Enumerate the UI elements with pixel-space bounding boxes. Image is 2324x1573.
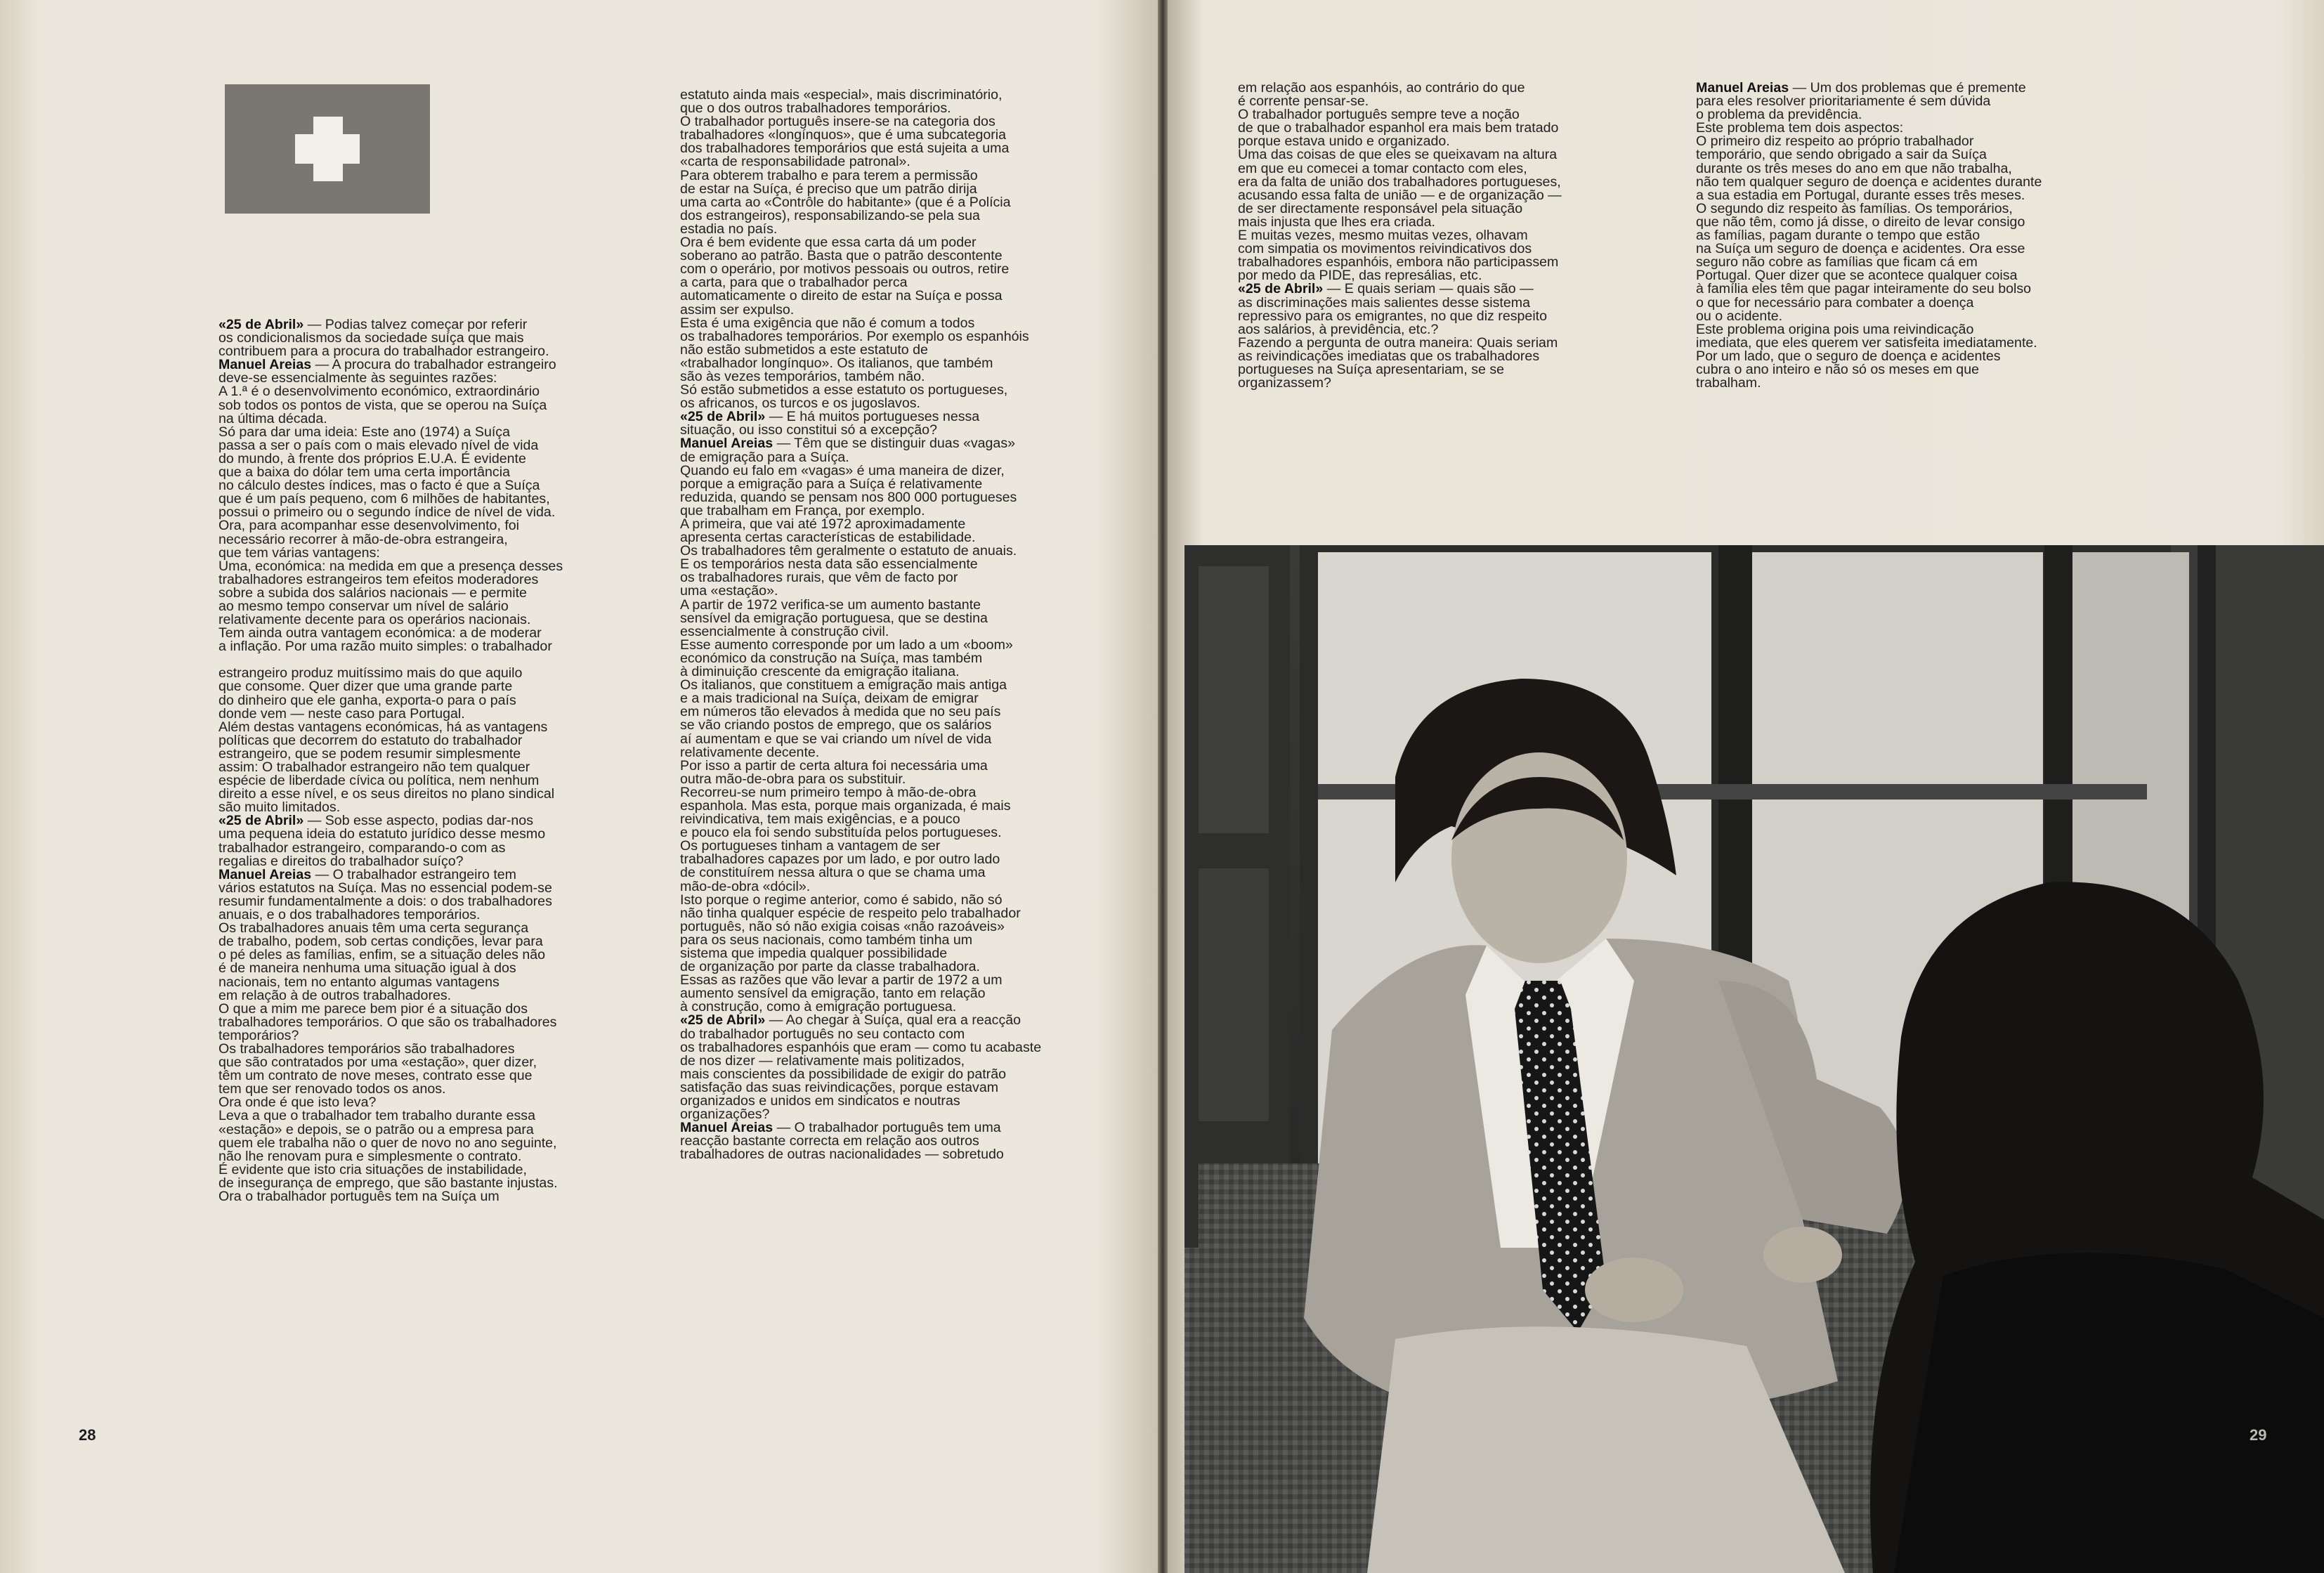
text-column-2 [680,89,1130,1162]
text-column-1 [218,318,668,1203]
page-number-right: 29 [2250,1426,2267,1444]
paragraph-text: — A procura do trabalhador estrangeiro deve-se essencialmente às seguintes razões: A 1.ª é o desenvolvimento económico, extraordinário sob todos os pontos de vista, que se operou na Suíça na última década. Só para dar uma ideia: Este ano (1974) a Suíça passa a ser o país com o mais elevado nível de vida do mundo, à frente dos próprios E.U.A. É evidente que a baixa do dólar tem uma certa importância no cálculo destes índices, mas o facto é que a Suíça que é um país pequeno, com 6 milhões de habitantes, possui o primeiro ou o segundo índice de nível de vida. Ora, para acompanhar esse desenvolvimento, foi necessário recorrer à mão-de-obra estrangeira, que tem várias vantagens: Uma, económica: na medida em que a presença desses trabalhadores estrangeiros tem efeitos moderadores sobre a subida dos salários nacionais — e permite ao mesmo tempo conservar um nível de salário relativamente decente para os operários nacionais. Tem ainda outra vantagem económica: a de moderar a inflação. Por uma razão muito simples: o trabalhador [218,357,563,655]
paragraph-text: — O trabalhador português tem uma reacção bastante correcta em relação aos outros trabalhadores de outras nacionalidades — sobretudo [680,1120,1004,1163]
article-paragraph [218,667,668,814]
spine-gutter [1158,0,1168,1573]
speaker-label: Manuel Areias [680,436,773,452]
speaker-label: Manuel Areias [680,1120,773,1136]
text-column-3 [1238,81,1687,390]
speaker-label: Manuel Areias [218,357,312,373]
paragraph-text: — E quais seriam — quais são — as discriminações mais salientes desse sistema repressivo para os emigrantes, no que diz respeito aos salários, à previdência, etc.? Fazendo a pergunta de outra maneira: Quais seriam as reivindicações imediatas que os trabalhadores portugueses na Suíça apresentariam, se se organizassem? [1238,281,1558,391]
swiss-flag-icon [225,84,430,214]
article-paragraph [680,89,1130,410]
paragraph-text: — O trabalhador estrangeiro tem vários estatutos na Suíça. Mas no essencial podem-se resumir fundamentalmente a dois: o dos trabalhadores anuais, e o dos trabalhadores temporários. Os trabalhadores anuais têm uma certa segurança de trabalho, podem, sob certas condições, levar para o pé deles as famílias, enfim, se a situação deles não é de maneira nenhuma uma situação igual à dos nacionais, tem no entanto algumas vantagens em relação à de outros trabalhadores. O que a mim me parece bem pior é a situação dos trabalhadores temporários. O que são os trabalhadores temporários? Os trabalhadores temporários são trabalhadores que são contratados por uma «estação», quer dizer, têm um contrato de nove meses, contrato esse que tem que ser renovado todos os anos. Ora onde é que isto leva? Leva a que o trabalhador tem trabalho durante essa «estação» e depois, se o patrão ou a empresa para quem ele trabalha não o quer de novo no ano seguinte, não lhe renovam pura e simplesmente o contrato. É evidente que isto cria situações de instabilidade, de insegurança de emprego, que são bastante injustas. Ora o trabalhador português tem na Suíça um [218,866,558,1204]
paragraph-text: — Um dos problemas que é premente para eles resolver prioritariamente é sem dúvida o problema da previdência. Este problema tem dois aspectos: O primeiro diz respeito ao próprio trabalhador temporário, que sendo obrigado a sair da Suíça durante os três meses do ano em que não trabalha, não tem qualquer seguro de doença e acidentes durante a sua estadia em Portugal, durante esses três meses. O segundo diz respeito às famílias. Os temporários, que não têm, como já disse, o direito de levar consigo as famílias, pagam durante o tempo que estão na Suíça um seguro de doença e acidentes. Ora esse seguro não cobre as famílias que ficam cá em Portugal. Quer dizer que se acontece qualquer coisa à família eles têm que pagar inteiramente do seu bolso o que for necessário para combater a doença ou o acidente. Este problema origina pois uma reivindicação imediata, que eles querem ver satisfeita imediatamente. Por um lado, que o seguro de doença e acidentes cubra o ano inteiro e não só os meses em que trabalham. [1696,80,2042,391]
article-paragraph [1696,81,2146,390]
interview-photo [1184,545,2324,1573]
paragraph-text: estatuto ainda mais «especial», mais discriminatório, que o dos outros trabalhadores temporários. O trabalhador português insere-se na categoria dos trabalhadores «longínquos», que é uma subcategoria dos trabalhadores temporários que está sujeita a uma «carta de responsabilidade patronal». Para obterem trabalho e para terem a permissão de estar na Suíça, é preciso que um patrão dirija uma carta ao «Contrôle do habitante» (que é a Polícia dos estrangeiros), responsabilizando-se pela sua estadia no país. Ora é bem evidente que essa carta dá um poder soberano ao patrão. Basta que o patrão descontente com o operário, por motivos pessoais ou outros, retire a carta, para que o trabalhador perca automaticamente o direito de estar na Suíça e possa assim ser expulso. Esta é uma exigência que não é comum a todos os trabalhadores temporários. Por exemplo os espanhóis não estão submetidos a este estatuto de «trabalhador longínquo». Os italianos, que também são às vezes temporários, também não. Só estão submetidos a esse estatuto os portugueses, os africanos, os turcos e os jugoslavos. [680,87,1029,412]
article-paragraph [680,437,1130,1014]
page-number-left: 28 [79,1426,96,1444]
article-paragraph [1238,282,1687,390]
speaker-label: «25 de Abril» [218,317,304,332]
paragraph-text: em relação aos espanhóis, ao contrário do que é corrente pensar-se. O trabalhador português sempre teve a noção de que o trabalhador espanhol era mais bem tratado porque estava unido e organizado. Uma das coisas de que eles se queixavam na altura em que eu comecei a tomar contacto com eles, era da falta de união dos trabalhadores portugueses, acusando essa falta de união — e de organização — de ser directamente responsável pela situação mais injusta que lhes era criada. E muitas vezes, mesmo muitas vezes, olhavam com simpatia os movimentos reivindicativos dos trabalhadores espanhóis, embora não participassem por medo da PIDE, das represálias, etc. [1238,80,1562,284]
article-paragraph [218,358,668,653]
article-paragraph [680,1121,1130,1161]
interview-photo-image [1184,545,2324,1573]
paragraph-text: — Sob esse aspecto, podias dar-nos uma pequena ideia do estatuto jurídico desse mesmo trabalhador estrangeiro, comparando-o com as regalias e direitos do trabalhador suíço? [218,813,546,869]
paragraph-text: — Têm que se distinguir duas «vagas» de emigração para a Suíça. Quando eu falo em «vagas» é uma maneira de dizer, porque a emigração para a Suíça é relativamente reduzida, quando se pensam nos 800 000 portugueses que trabalham em França, por exemplo. A primeira, que vai até 1972 aproximadamente apresenta certas características de estabilidade. Os trabalhadores têm geralmente o estatuto de anuais. E os temporários nesta data são essencialmente os trabalhadores rurais, que vêm de facto por uma «estação». A partir de 1972 verifica-se um aumento bastante sensível da emigração portuguesa, que se destina essencialmente à construção civil. Esse aumento corresponde por um lado a um «boom» económico da construção na Suíça, mas também à diminuição crescente da emigração italiana. Os italianos, que constituem a emigração mais antiga e a mais tradicional na Suíça, deixam de emigrar em números tão elevados à medida que no seu país se vão criando postos de emprego, que os salários aí aumentam e que se vai criando um nível de vida relativamente decente. Por isso a partir de certa altura foi necessária uma outra mão-de-obra para os substituir. Recorreu-se num primeiro tempo à mão-de-obra espanhola. Mas esta, porque mais organizada, é mais reivindicativa, tem mais exigências, e a pouco e pouco ela foi sendo substituída pelos portugueses. Os portugueses tinham a vantagem de ser trabalhadores capazes por um lado, e por outro lado de constituírem nessa altura o que se chama uma mão-de-obra «dócil». Isto porque o regime anterior, como é sabido, não só não tinha qualquer espécie de respeito pelo trabalhador português, não só não exigia coisas «não razoáveis» para os seus nacionais, como também tinha um sistema que impedia qualquer possibilidade de organização por parte da classe trabalhadora. Essas as razões que vão levar a partir de 1972 a um aumento sensível da emigração, tanto em relação à construção, como à emigração portuguesa. [680,436,1021,1015]
paragraph-text: — E há muitos portugueses nessa situação, ou isso constitui só a excepção? [680,409,980,438]
text-column-4 [1696,81,2146,390]
paragraph-text: estrangeiro produz muitíssimo mais do que aquilo que consome. Quer dizer que uma grande parte do dinheiro que ele ganha, exporta-o para o país donde vem — neste caso para Portugal. Além destas vantagens económicas, há as vantagens políticas que decorrem do estatuto do trabalhador estrangeiro, que se podem resumir simplesmente assim: O trabalhador estrangeiro não tem qualquer espécie de liberdade cívica ou política, nem nenhum direito a esse nível, e os seus direitos no plano sindical são muito limitados. [218,665,555,816]
article-paragraph [218,868,668,1203]
left-page [0,0,1158,1573]
article-paragraph [218,814,668,868]
speaker-label: «25 de Abril» [218,813,304,829]
speaker-label: Manuel Areias [1696,80,1789,96]
article-paragraph [218,318,668,358]
speaker-label: «25 de Abril» [680,1012,766,1029]
paragraph-text: — Ao chegar à Suíça, qual era a reacção do trabalhador português no seu contacto com os trabalhadores espanhóis que eram — como tu acabaste de nos dizer — relativamente mais politizados, mais conscientes da possibilidade de exigir do patrão satisfação das suas reivindicações, porque estavam organizados e unidos em sindicatos e noutras organizações? [680,1012,1042,1123]
speaker-label: «25 de Abril» [1238,281,1324,297]
article-paragraph [680,410,1130,437]
article-paragraph [1238,81,1687,282]
speaker-label: Manuel Areias [218,866,312,882]
article-paragraph [680,1014,1130,1121]
speaker-label: «25 de Abril» [680,409,766,425]
paragraph-text: — Podias talvez começar por referir os condicionalismos da sociedade suíça que mais contribuem para a procura do trabalhador estrangeiro. [218,317,549,360]
